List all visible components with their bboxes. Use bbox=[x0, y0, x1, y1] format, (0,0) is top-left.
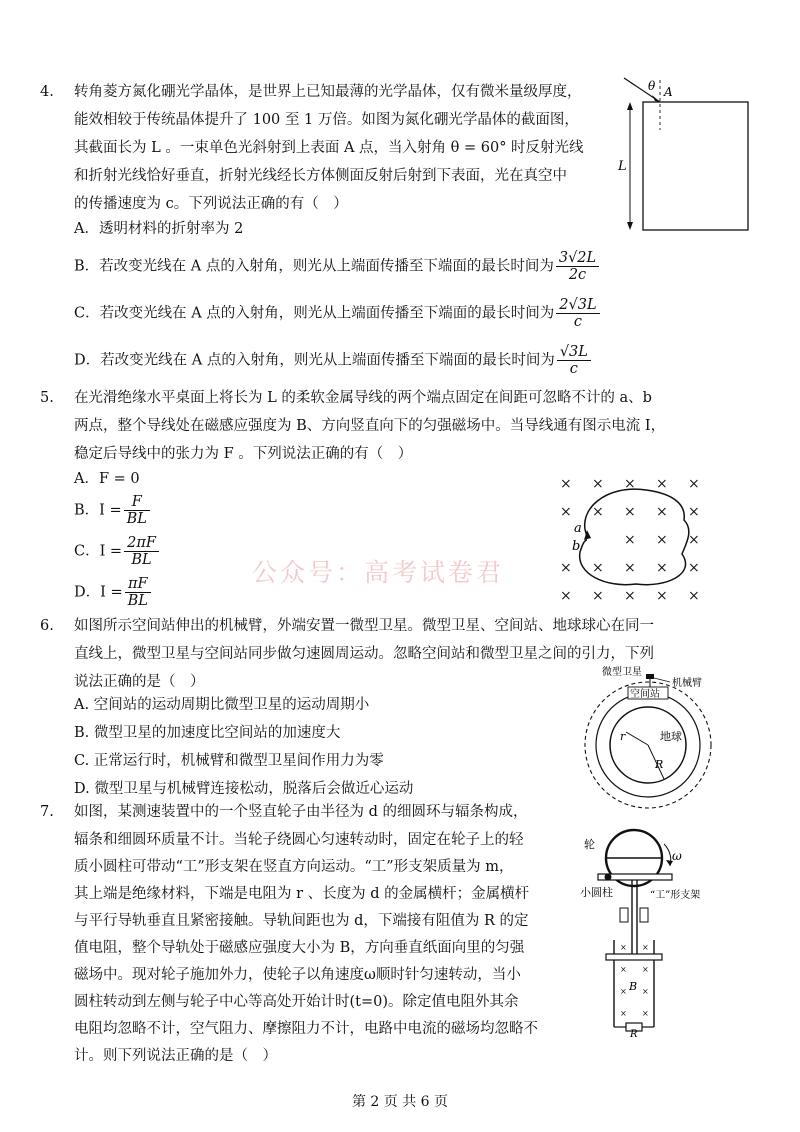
svg-text:×: × bbox=[592, 588, 604, 604]
q4-line-3: 其截面长为 L 。一束单色光斜射到上表面 A 点，当入射角 θ = 60° 时反射光线 bbox=[74, 140, 584, 156]
q4-option-c-fraction: $\frac{2√3L}{c}$ bbox=[556, 297, 599, 330]
svg-text:×: × bbox=[688, 532, 700, 548]
svg-text:×: × bbox=[642, 965, 649, 974]
svg-text:×: × bbox=[688, 588, 700, 604]
svg-text:×: × bbox=[624, 588, 636, 604]
q7-resistor-label: R bbox=[630, 1029, 638, 1037]
q7-line-10: 计。则下列说法正确的是（ ） bbox=[74, 1048, 277, 1064]
q5-option-c-fraction: $\frac{2\pi F}{BL}$ bbox=[124, 535, 159, 568]
q5-line-1: 在光滑绝缘水平桌面上将长为 L 的柔软金属导线的两个端点固定在间距可忽略不计的 a、b bbox=[74, 390, 652, 406]
q4-line-4: 和折射光线恰好垂直，折射光线经长方体侧面反射后射到下表面，光在真空中 bbox=[74, 168, 567, 184]
svg-text:×: × bbox=[624, 532, 636, 548]
q6-satellite-label: 微型卫星 bbox=[602, 667, 642, 678]
q7-line-5: 与平行导轨垂直且紧密接触。导轨间距也为 d，下端接有阻值为 R 的定 bbox=[74, 913, 529, 929]
q6-radius-r-label: r bbox=[620, 730, 626, 743]
q7-line-2: 辐条和细圆环质量不计。当轮子绕圆心匀速转动时，固定在轮子上的轻 bbox=[74, 832, 524, 848]
q7-line-3: 质小圆柱可带动“工”形支架在竖直方向运动。“工”形支架质量为 m， bbox=[74, 859, 514, 875]
svg-text:×: × bbox=[620, 943, 627, 952]
q7-wheel-label: 轮 bbox=[584, 838, 595, 851]
q6-line-2: 直线上，微型卫星与空间站同步做匀速圆周运动。忽略空间站和微型卫星之间的引力，下列 bbox=[74, 646, 654, 662]
q5-option-c bbox=[74, 535, 159, 568]
q7-apparatus-figure bbox=[580, 822, 780, 1037]
q6-arm-label: 机械臂 bbox=[672, 678, 702, 689]
q4-option-d bbox=[74, 344, 591, 377]
q5-option-b bbox=[74, 494, 150, 527]
q4-option-d-fraction: $\frac{√3L}{c}$ bbox=[557, 344, 591, 377]
svg-text:×: × bbox=[620, 965, 627, 974]
svg-text:×: × bbox=[656, 588, 668, 604]
q6-number: 6. bbox=[40, 618, 54, 634]
svg-text:×: × bbox=[656, 476, 668, 492]
svg-text:×: × bbox=[656, 560, 668, 576]
q5-point-a-label: a bbox=[574, 521, 582, 536]
q5-line-2: 两点，整个导线处在磁感应强度为 B、方向竖直向下的匀强磁场中。当导线通有图示电流 I， bbox=[74, 418, 666, 434]
q7-line-7: 磁场中。现对轮子施加外力，使轮子以角速度ω顺时针匀速转动，当小 bbox=[74, 967, 521, 983]
svg-text:×: × bbox=[620, 1009, 627, 1018]
q5-option-c-text: C．I = bbox=[74, 543, 123, 560]
svg-text:×: × bbox=[592, 560, 604, 576]
q7-line-9: 电阻均忽略不计，空气阻力、摩擦阻力不计，电路中电流的磁场均忽略不 bbox=[74, 1021, 538, 1037]
q4-line-2: 能效相较于传统晶体提升了 100 至 1 万倍。如图为氮化硼光学晶体的截面图， bbox=[74, 112, 579, 128]
svg-text:×: × bbox=[560, 476, 572, 492]
q7-frame-label: “工”形支架 bbox=[650, 890, 701, 901]
svg-text:×: × bbox=[642, 987, 649, 996]
svg-text:×: × bbox=[624, 476, 636, 492]
svg-text:×: × bbox=[620, 987, 627, 996]
svg-text:×: × bbox=[624, 504, 636, 520]
q7-line-4: 其上端是绝缘材料，下端是电阻为 r 、长度为 d 的金属横杆；金属横杆 bbox=[74, 886, 530, 902]
q4-option-b-text: B．若改变光线在 A 点的入射角，则光从上端面传播至下端面的最长时间为 bbox=[74, 258, 554, 275]
q7-cylinder-label: 小圆柱 bbox=[580, 886, 613, 899]
svg-text:×: × bbox=[592, 476, 604, 492]
q5-option-d-text: D．I = bbox=[74, 584, 123, 601]
q6-option-c: C. 正常运行时，机械臂和微型卫星间作用力为零 bbox=[74, 753, 384, 769]
q6-option-a: A. 空间站的运动周期比微型卫星的运动周期小 bbox=[74, 697, 370, 713]
q5-option-b-text: B．I = bbox=[74, 502, 122, 519]
svg-text:×: × bbox=[592, 504, 604, 520]
q4-line-1: 转角菱方氮化硼光学晶体，是世界上已知最薄的光学晶体，仅有微米量级厚度， bbox=[74, 84, 582, 100]
q5-option-d-fraction: $\frac{\pi F}{BL}$ bbox=[125, 576, 151, 609]
q5-point-b-label: b bbox=[572, 539, 581, 554]
svg-text:×: × bbox=[656, 532, 668, 548]
svg-text:×: × bbox=[560, 588, 572, 604]
svg-text:×: × bbox=[560, 560, 572, 576]
q5-number: 5. bbox=[40, 390, 54, 406]
q4-option-b bbox=[74, 250, 599, 283]
q4-option-a: A．透明材料的折射率为 2 bbox=[74, 221, 244, 237]
q7-number: 7. bbox=[40, 804, 54, 820]
q5-line-3: 稳定后导线中的张力为 F 。下列说法正确的有（ ） bbox=[74, 446, 413, 462]
q4-option-b-fraction: $\frac{3√2L}{2c}$ bbox=[556, 250, 599, 283]
svg-text:×: × bbox=[642, 943, 649, 952]
q4-point-a-label: A bbox=[664, 85, 673, 99]
page-footer: 第 2 页 共 6 页 bbox=[351, 1094, 449, 1110]
q6-option-b: B. 微型卫星的加速度比空间站的加速度大 bbox=[74, 725, 341, 741]
q4-number: 4. bbox=[40, 84, 54, 100]
svg-text:×: × bbox=[624, 560, 636, 576]
q6-option-d: D. 微型卫星与机械臂连接松动，脱落后会做近心运动 bbox=[74, 781, 414, 797]
q7-line-8: 圆柱转动到左侧与轮子中心等高处开始计时(t=0)。除定值电阻外其余 bbox=[74, 994, 519, 1010]
q6-line-1: 如图所示空间站伸出的机械臂，外端安置一微型卫星。微型卫星、空间站、地球球心在同一 bbox=[74, 618, 654, 634]
svg-text:×: × bbox=[656, 504, 668, 520]
q6-orbit-figure bbox=[560, 660, 750, 810]
q5-option-a: A．F = 0 bbox=[74, 471, 140, 487]
q7-omega-label: ω bbox=[672, 849, 682, 863]
q7-line-1: 如图，某测速装置中的一个竖直轮子由半径为 d 的细圆环与辐条构成， bbox=[74, 804, 528, 820]
q5-option-b-fraction: $\frac{F}{BL}$ bbox=[124, 494, 150, 527]
q7-field-b-label: B bbox=[629, 980, 638, 993]
svg-text:×: × bbox=[688, 504, 700, 520]
svg-text:×: × bbox=[560, 504, 572, 520]
q6-earth-label: 地球 bbox=[660, 730, 682, 743]
svg-text:×: × bbox=[642, 1009, 649, 1018]
q4-option-c-text: C．若改变光线在 A 点的入射角，则光从上端面传播至下端面的最长时间为 bbox=[74, 305, 555, 322]
q4-option-c bbox=[74, 297, 600, 330]
q7-line-6: 值电阻，整个导轨处于磁感应强度大小为 B，方向垂直纸面向里的匀强 bbox=[74, 940, 525, 956]
q6-radius-big-r-label: R bbox=[655, 758, 664, 771]
q4-theta-label: θ bbox=[648, 79, 656, 93]
watermark: 公众号：高考试卷君 bbox=[252, 558, 505, 587]
q4-crystal-figure bbox=[608, 70, 768, 250]
q5-option-d bbox=[74, 576, 151, 609]
q6-station-label: 空间站 bbox=[630, 689, 660, 700]
svg-text:×: × bbox=[688, 476, 700, 492]
svg-text:×: × bbox=[688, 560, 700, 576]
q4-option-d-text: D．若改变光线在 A 点的入射角，则光从上端面传播至下端面的最长时间为 bbox=[74, 352, 555, 369]
q6-line-3: 说法正确的是（ ） bbox=[74, 674, 205, 690]
q4-length-label: L bbox=[618, 159, 627, 174]
q5-magnetic-field-figure bbox=[556, 470, 716, 610]
q4-line-5: 的传播速度为 c。下列说法正确的有（ ） bbox=[74, 196, 348, 212]
